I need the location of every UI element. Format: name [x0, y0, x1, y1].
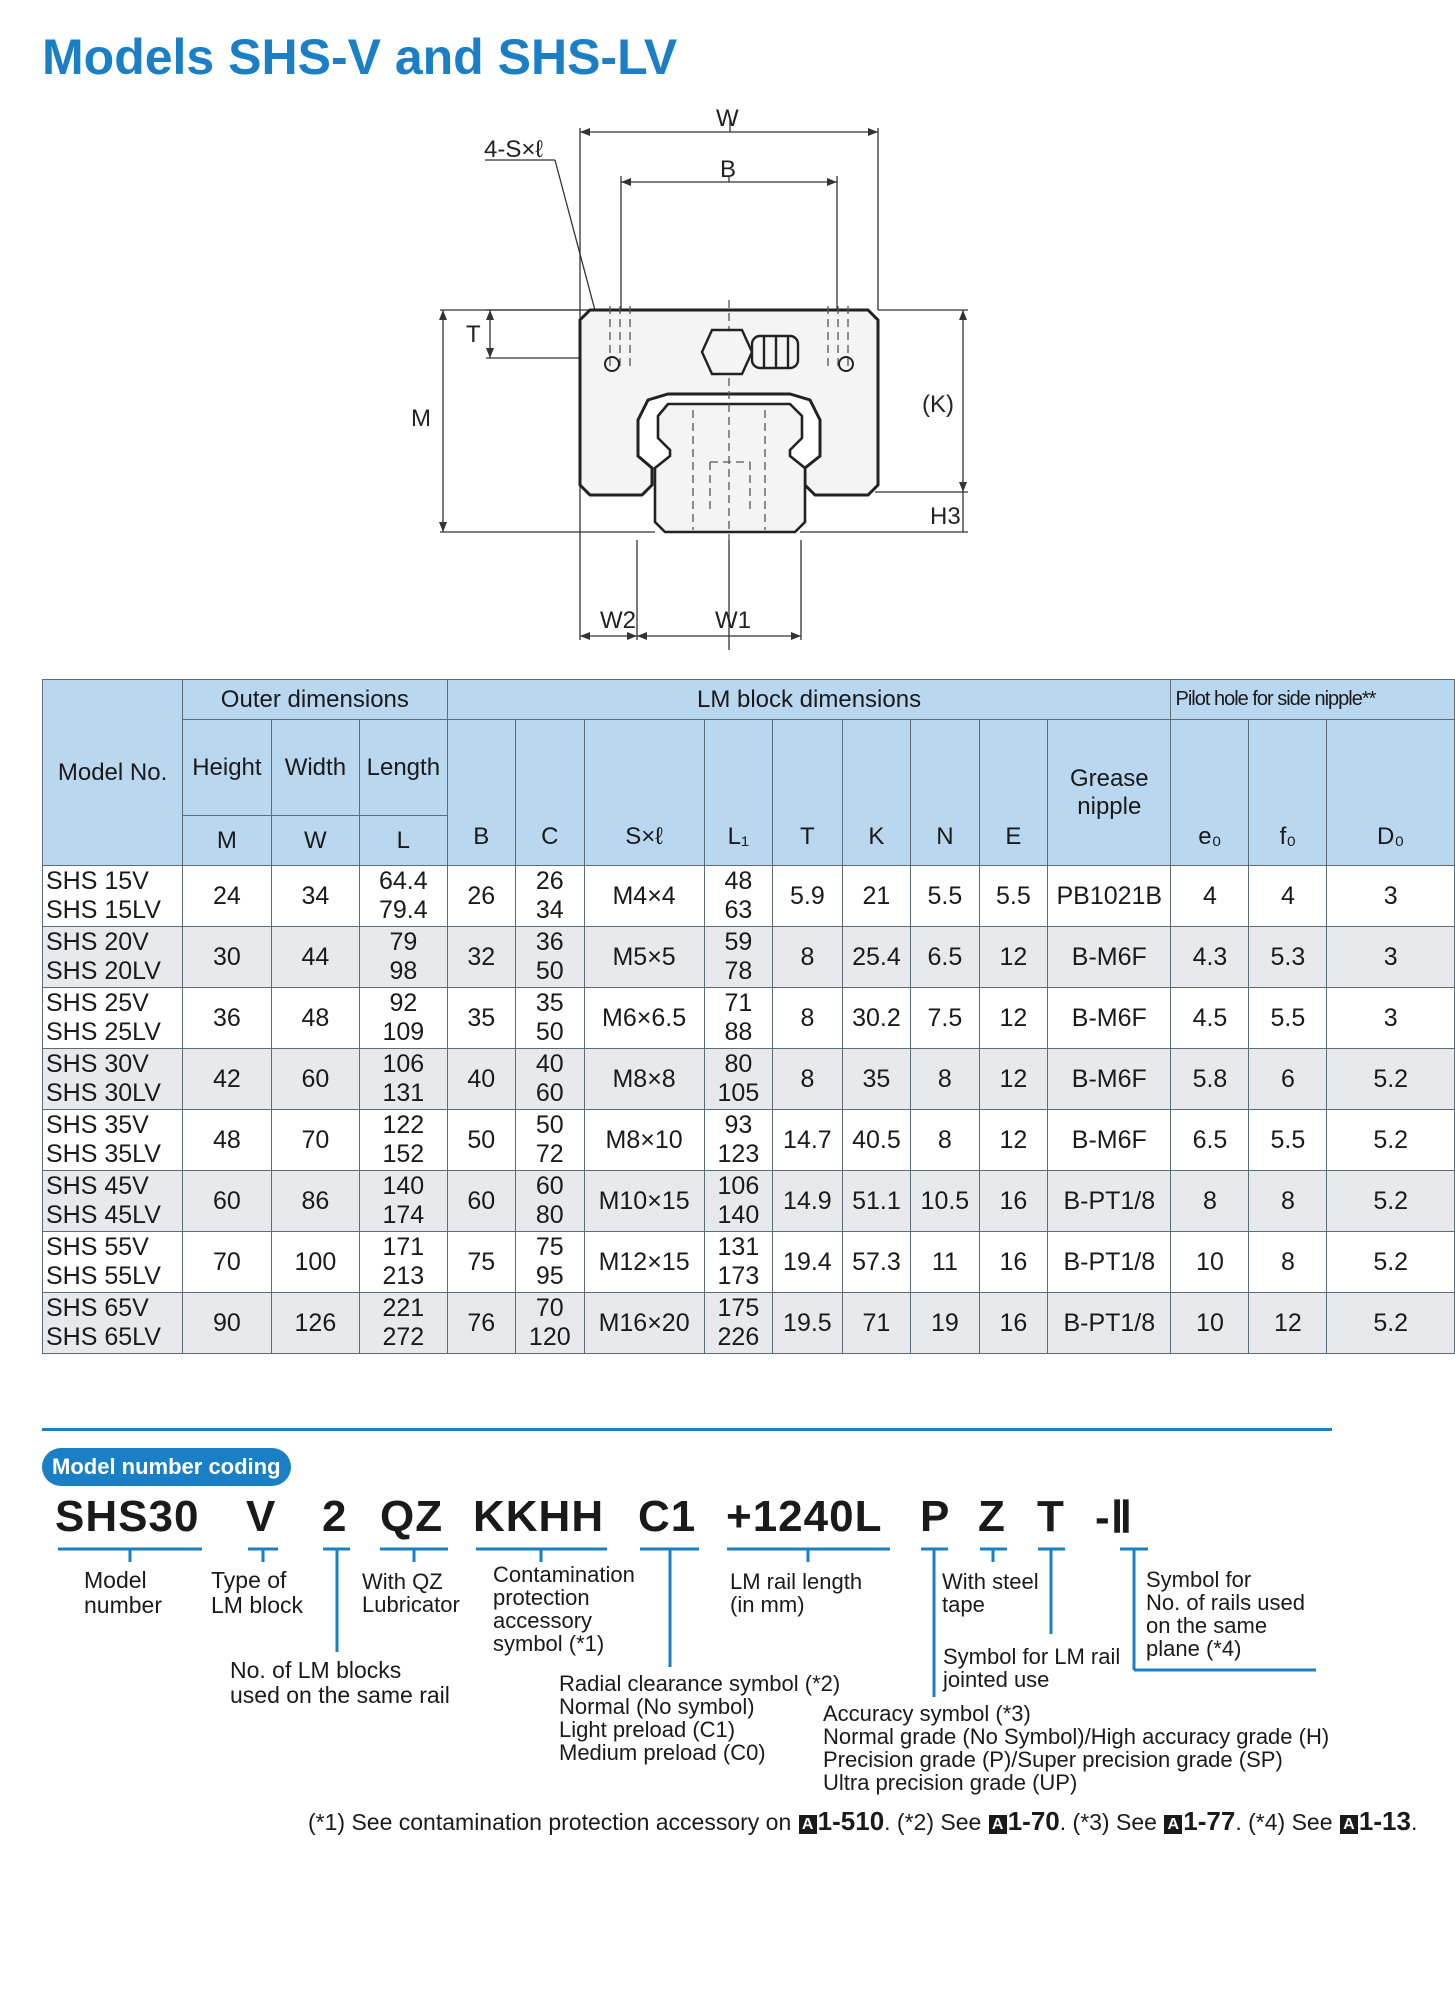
cell-line: SHS 45LV [46, 1201, 161, 1229]
cell-line: SHS 30V [46, 1050, 149, 1078]
cell-n: 8 [911, 1049, 979, 1110]
cell-line: 93 [724, 1111, 753, 1139]
page-ref-icon: A [1164, 1815, 1182, 1834]
cell-m: 70 [183, 1232, 272, 1293]
dim-label-s: 4-S×ℓ [484, 136, 544, 163]
col-f0: f₀ [1249, 720, 1327, 866]
cell-k: 57.3 [842, 1232, 910, 1293]
cell-e: 12 [979, 988, 1047, 1049]
cell-e: 5.5 [979, 866, 1047, 927]
cell-k: 40.5 [842, 1110, 910, 1171]
cell-line: SHS 30LV [46, 1079, 161, 1107]
page-ref-icon: A [989, 1815, 1007, 1834]
cell-grease: B-M6F [1048, 988, 1171, 1049]
cell-line: 75 [535, 1233, 564, 1261]
cell-line: SHS 35V [46, 1111, 149, 1139]
cell-n: 19 [911, 1293, 979, 1354]
cell-b: 40 [447, 1049, 515, 1110]
cell-e: 16 [979, 1232, 1047, 1293]
cell-w: 126 [271, 1293, 360, 1354]
cell-t: 8 [773, 988, 843, 1049]
cell-line: 80 [724, 1050, 753, 1078]
cell-line: 50 [535, 1111, 564, 1139]
cell-line: 64.4 [379, 867, 428, 895]
cell-t: 14.9 [773, 1171, 843, 1232]
cell-f0: 5.3 [1249, 927, 1327, 988]
cell-line: 92 [389, 989, 418, 1017]
label-radial-clearance: Radial clearance symbol (*2) Normal (No symbol) Light preload (C1) Medium preload (C0) [559, 1671, 841, 1765]
cell-m: 36 [183, 988, 272, 1049]
cell-t: 19.5 [773, 1293, 843, 1354]
cell-line: SHS 15LV [46, 896, 161, 924]
cell-e: 12 [979, 1110, 1047, 1171]
cell-line: SHS 65V [46, 1294, 149, 1322]
cell-b: 75 [447, 1232, 515, 1293]
cell-n: 10.5 [911, 1171, 979, 1232]
footnote-text-1: (*1) See contamination protection accessory on [308, 1809, 792, 1835]
label-jointed: Symbol for LM rail jointed use [943, 1644, 1121, 1692]
cell-w: 100 [271, 1232, 360, 1293]
cell-w: 48 [271, 988, 360, 1049]
cell-line: 79 [389, 928, 418, 956]
col-e: E [979, 720, 1047, 866]
code-block-type: V [246, 1492, 277, 1541]
code-radial-clearance: C1 [638, 1492, 697, 1541]
cell-w: 60 [271, 1049, 360, 1110]
cell-w: 86 [271, 1171, 360, 1232]
cell-t: 8 [773, 1049, 843, 1110]
cell-b: 32 [447, 927, 515, 988]
cell-line: 59 [724, 928, 753, 956]
code-steel-tape: Z [978, 1492, 1006, 1541]
cell-t: 14.7 [773, 1110, 843, 1171]
cell-line: 98 [389, 957, 418, 985]
cell-line: 78 [724, 957, 753, 985]
cell-line: SHS 25V [46, 989, 149, 1017]
page-ref-icon: A [799, 1815, 817, 1834]
label-steel-tape: With steel tape [942, 1569, 1039, 1617]
col-l: L [360, 816, 447, 866]
cell-line: 26 [535, 867, 564, 895]
cell-grease: B-M6F [1048, 927, 1171, 988]
cell-b: 60 [447, 1171, 515, 1232]
cell-t: 5.9 [773, 866, 843, 927]
cell-grease: B-PT1/8 [1048, 1232, 1171, 1293]
cell-line: 70 [535, 1294, 564, 1322]
cell-m: 90 [183, 1293, 272, 1354]
cell-f0: 4 [1249, 866, 1327, 927]
cell-d0: 3 [1327, 988, 1455, 1049]
cell-f0: 5.5 [1249, 988, 1327, 1049]
model-number-coding-badge: Model number coding [42, 1448, 291, 1486]
code-model-number: SHS30 [55, 1492, 200, 1541]
col-e0: e₀ [1171, 720, 1249, 866]
label-block-type: Type of LM block [211, 1567, 304, 1618]
subheader-length: Length [360, 720, 447, 816]
dim-label-m: M [411, 405, 431, 432]
cell-line: 109 [382, 1018, 425, 1046]
cell-line: 71 [724, 989, 753, 1017]
footnote-text-3: . (*3) See [1059, 1809, 1157, 1835]
header-outer-dimensions: Outer dimensions [183, 680, 447, 720]
cell-line: 50 [535, 1018, 564, 1046]
cell-e0: 4.5 [1171, 988, 1249, 1049]
cell-w: 70 [271, 1110, 360, 1171]
cell-t: 19.4 [773, 1232, 843, 1293]
dim-label-b: B [720, 156, 737, 183]
dim-label-k: (K) [922, 391, 954, 418]
page-ref-icon: A [1340, 1815, 1358, 1834]
cell-s: M10×15 [584, 1171, 704, 1232]
cell-e: 12 [979, 927, 1047, 988]
cell-line: 140 [717, 1201, 760, 1229]
cell-line: 106 [382, 1050, 425, 1078]
cell-grease: B-PT1/8 [1048, 1293, 1171, 1354]
cell-e0: 4 [1171, 866, 1249, 927]
cell-line: 221 [382, 1294, 425, 1322]
cell-n: 6.5 [911, 927, 979, 988]
code-block-count: 2 [322, 1492, 348, 1541]
cell-b: 76 [447, 1293, 515, 1354]
cell-line: 174 [382, 1201, 425, 1229]
cell-line: 175 [717, 1294, 760, 1322]
cell-f0: 8 [1249, 1232, 1327, 1293]
cell-t: 8 [773, 927, 843, 988]
cell-line: 50 [535, 957, 564, 985]
cell-line: SHS 45V [46, 1172, 149, 1200]
subheader-height: Height [183, 720, 272, 816]
cell-line: SHS 20V [46, 928, 149, 956]
label-accuracy: Accuracy symbol (*3) Normal grade (No Symbol)/High accuracy grade (H) Precision grade (P)/Super precision grade (SP) Ultra precision grade (UP) [823, 1701, 1330, 1795]
cell-e0: 10 [1171, 1232, 1249, 1293]
footnote-ref-4: 1-13 [1358, 1806, 1411, 1836]
cell-line: 36 [535, 928, 564, 956]
cell-d0: 3 [1327, 866, 1455, 927]
dim-label-h3: H3 [930, 503, 961, 530]
cell-d0: 3 [1327, 927, 1455, 988]
col-l1: L₁ [704, 720, 772, 866]
cell-m: 48 [183, 1110, 272, 1171]
cell-grease: B-M6F [1048, 1049, 1171, 1110]
cell-s: M5×5 [584, 927, 704, 988]
cell-m: 30 [183, 927, 272, 988]
cell-line: 88 [724, 1018, 753, 1046]
cell-line: 213 [382, 1262, 425, 1290]
col-n: N [911, 720, 979, 866]
cell-line: 40 [535, 1050, 564, 1078]
col-b: B [447, 720, 515, 866]
cell-line: 140 [382, 1172, 425, 1200]
cell-s: M6×6.5 [584, 988, 704, 1049]
col-m: M [183, 816, 272, 866]
footnote-text-2: . (*2) See [884, 1809, 982, 1835]
cell-line: 173 [717, 1262, 760, 1290]
cell-line: 34 [535, 896, 564, 924]
header-pilot-hole: Pilot hole for side nipple** [1171, 680, 1455, 720]
cell-e0: 4.3 [1171, 927, 1249, 988]
col-c: C [516, 720, 584, 866]
cell-grease: B-M6F [1048, 1110, 1171, 1171]
code-accuracy: P [920, 1492, 951, 1541]
col-s-l: S×ℓ [584, 720, 704, 866]
page-title: Models SHS-V and SHS-LV [42, 29, 678, 85]
label-model-number: Model number [84, 1567, 162, 1618]
code-rails-per-plane: -Ⅱ [1095, 1493, 1134, 1542]
footnote-ref-1: 1-510 [817, 1806, 885, 1836]
cell-m: 60 [183, 1171, 272, 1232]
cell-n: 7.5 [911, 988, 979, 1049]
cell-line: 120 [528, 1323, 571, 1351]
cell-line: 171 [382, 1233, 425, 1261]
dim-label-w: W [716, 105, 739, 132]
cell-k: 21 [842, 866, 910, 927]
cell-n: 11 [911, 1232, 979, 1293]
cell-line: SHS 15V [46, 867, 149, 895]
cell-w: 44 [271, 927, 360, 988]
cell-s: M12×15 [584, 1232, 704, 1293]
cell-k: 25.4 [842, 927, 910, 988]
footnote-ref-3: 1-77 [1183, 1806, 1236, 1836]
cell-line: 95 [535, 1262, 564, 1290]
cell-e0: 8 [1171, 1171, 1249, 1232]
code-qz: QZ [380, 1492, 444, 1541]
cell-m: 42 [183, 1049, 272, 1110]
cell-line: SHS 35LV [46, 1140, 161, 1168]
col-grease-nipple: Grease nipple [1048, 720, 1171, 866]
subheader-width: Width [271, 720, 360, 816]
cell-grease: B-PT1/8 [1048, 1171, 1171, 1232]
cell-b: 26 [447, 866, 515, 927]
cell-s: M8×10 [584, 1110, 704, 1171]
header-model-no: Model No. [43, 680, 183, 866]
footnote-ref-2: 1-70 [1007, 1806, 1060, 1836]
cell-n: 8 [911, 1110, 979, 1171]
cell-d0: 5.2 [1327, 1049, 1455, 1110]
cell-line: 35 [535, 989, 564, 1017]
cell-line: SHS 55V [46, 1233, 149, 1261]
code-jointed: T [1037, 1492, 1065, 1541]
col-k: K [842, 720, 910, 866]
cell-d0: 5.2 [1327, 1293, 1455, 1354]
cell-line: SHS 25LV [46, 1018, 161, 1046]
cell-grease: PB1021B [1048, 866, 1171, 927]
cell-e: 12 [979, 1049, 1047, 1110]
cell-line: 226 [717, 1323, 760, 1351]
cell-e: 16 [979, 1293, 1047, 1354]
cell-line: 123 [717, 1140, 760, 1168]
header-lm-block-dimensions: LM block dimensions [447, 680, 1171, 720]
cell-f0: 12 [1249, 1293, 1327, 1354]
cell-line: 63 [724, 896, 753, 924]
label-qz: With QZ Lubricator [362, 1569, 460, 1617]
label-rail-length: LM rail length (in mm) [730, 1569, 863, 1617]
label-contamination: Contamination protection accessory symbol (*1) [493, 1562, 635, 1656]
dim-label-w1: W1 [715, 607, 751, 634]
cell-s: M8×8 [584, 1049, 704, 1110]
cell-k: 51.1 [842, 1171, 910, 1232]
footnote-text-4: . (*4) See [1235, 1809, 1333, 1835]
cell-k: 35 [842, 1049, 910, 1110]
cell-s: M16×20 [584, 1293, 704, 1354]
cell-f0: 6 [1249, 1049, 1327, 1110]
cell-line: 72 [535, 1140, 564, 1168]
code-contamination: KKHH [473, 1492, 605, 1541]
cell-line: 272 [382, 1323, 425, 1351]
cell-b: 50 [447, 1110, 515, 1171]
label-rails-per-plane: Symbol for No. of rails used on the same plane (*4) [1146, 1567, 1305, 1661]
cell-line: SHS 65LV [46, 1323, 161, 1351]
cell-line: 131 [382, 1079, 425, 1107]
col-d0: D₀ [1327, 720, 1455, 866]
cell-e0: 10 [1171, 1293, 1249, 1354]
footnote-end: . [1410, 1809, 1418, 1835]
dim-label-t: T [466, 321, 481, 348]
col-t: T [773, 720, 843, 866]
cell-line: SHS 55LV [46, 1262, 161, 1290]
cell-w: 34 [271, 866, 360, 927]
cell-e0: 5.8 [1171, 1049, 1249, 1110]
cell-b: 35 [447, 988, 515, 1049]
col-w: W [271, 816, 360, 866]
cell-line: 80 [535, 1201, 564, 1229]
cell-d0: 5.2 [1327, 1171, 1455, 1232]
cell-m: 24 [183, 866, 272, 927]
cell-line: 48 [724, 867, 753, 895]
cell-k: 71 [842, 1293, 910, 1354]
cell-d0: 5.2 [1327, 1110, 1455, 1171]
cell-line: 60 [535, 1079, 564, 1107]
cell-e: 16 [979, 1171, 1047, 1232]
cell-k: 30.2 [842, 988, 910, 1049]
cell-s: M4×4 [584, 866, 704, 927]
cell-d0: 5.2 [1327, 1232, 1455, 1293]
cell-e0: 6.5 [1171, 1110, 1249, 1171]
cell-line: SHS 20LV [46, 957, 161, 985]
cell-f0: 5.5 [1249, 1110, 1327, 1171]
cell-line: 60 [535, 1172, 564, 1200]
footnote [308, 1806, 1417, 1837]
cell-line: 79.4 [379, 896, 428, 924]
cell-line: 106 [717, 1172, 760, 1200]
code-rail-length: +1240L [726, 1492, 883, 1541]
cell-n: 5.5 [911, 866, 979, 927]
dim-label-w2: W2 [600, 607, 636, 634]
cell-line: 122 [382, 1111, 425, 1139]
cell-line: 105 [717, 1079, 760, 1107]
cell-f0: 8 [1249, 1171, 1327, 1232]
cell-line: 152 [382, 1140, 425, 1168]
cell-line: 131 [717, 1233, 760, 1261]
label-block-count: No. of LM blocks used on the same rail [230, 1657, 450, 1708]
